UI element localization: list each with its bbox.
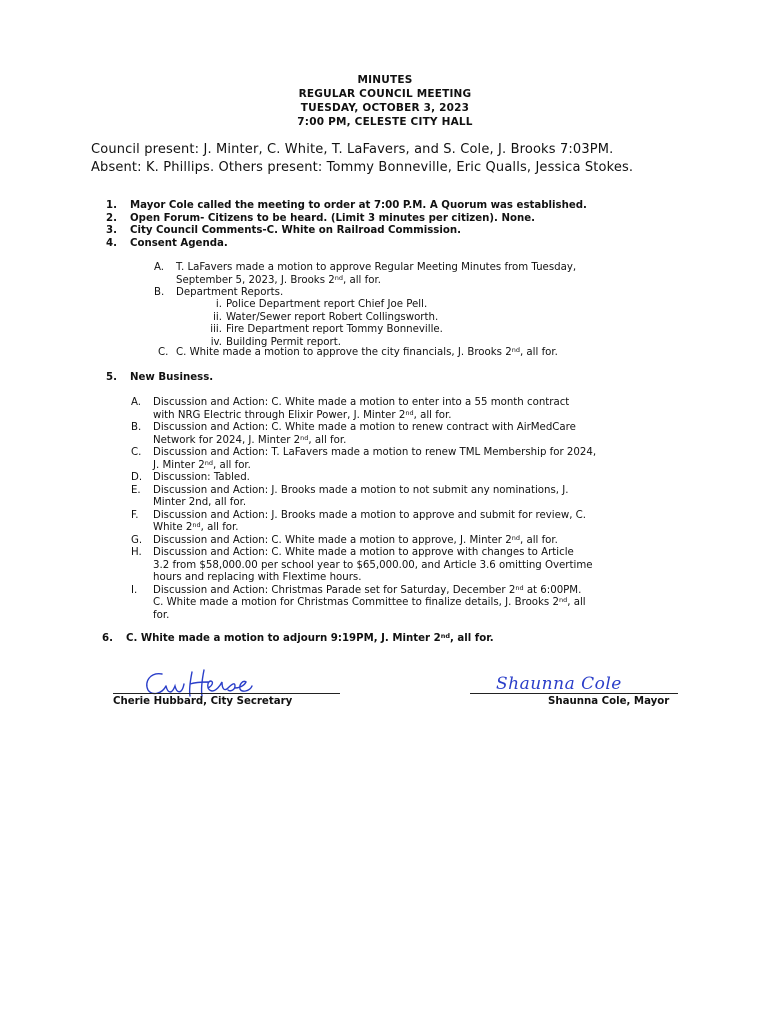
new-business-h: H. Discussion and Action: C. White made a motion to approve with changes to Article 3.2 from $58,000.00 per school year to $65,000.00, and Article 3.6 omitting Overtime hours and replacing with Flextime hours. [131, 547, 593, 583]
council-present: Council present: J. Minter, C. White, T. LaFavers, and S. Cole, J. Brooks 7:03PM. [91, 142, 614, 157]
department-reports-list [204, 299, 524, 349]
agenda-item-4: 4. Consent Agenda. [106, 237, 228, 249]
new-business-a: A. Discussion and Action: C. White made a motion to enter into a 55 month contract with NRG Electric through Elixir Power, J. Minter 2nd, all for. [131, 397, 570, 421]
consent-item-c-wrap [158, 347, 678, 360]
new-business-e: E. Discussion and Action: J. Brooks made a motion to not submit any nominations, J. Minter 2nd, all for. [131, 484, 569, 508]
mayor-signature-line [470, 693, 678, 694]
agenda-item-2: 2. Open Forum- Citizens to be heard. (Limit 3 minutes per citizen). None. [106, 212, 536, 224]
attendance-block [91, 141, 711, 177]
secretary-name: Cherie Hubbard, City Secretary [113, 696, 293, 707]
header-meeting-type: REGULAR COUNCIL MEETING [298, 88, 472, 100]
report-fire: iii. Fire Department report Tommy Bonneville. [210, 324, 443, 335]
report-police: i. Police Department report Chief Joe Pell. [215, 299, 428, 310]
agenda-item-6: 6. C. White made a motion to adjourn 9:19PM, J. Minter 2nd, all for. [102, 632, 494, 644]
agenda-item-5: 5. New Business. [106, 372, 214, 383]
report-building-permit: iv. Building Permit report. [210, 336, 341, 348]
agenda-item-1: 1. Mayor Cole called the meeting to order at 7:00 P.M. A Quorum was established. [106, 200, 587, 211]
agenda-items-1-4 [106, 200, 587, 250]
header-time-location: 7:00 PM, CELESTE CITY HALL [297, 116, 473, 128]
new-business-g: G. Discussion and Action: C. White made a motion to approve, J. Minter 2nd, all for. [131, 533, 558, 546]
header-title: MINUTES [357, 74, 413, 86]
absent-others-present: Absent: K. Phillips. Others present: Tommy Bonneville, Eric Qualls, Jessica Stokes. [91, 160, 634, 175]
new-business-list [131, 397, 691, 622]
agenda-item-6-wrap [102, 633, 494, 646]
minutes-header [0, 73, 770, 129]
new-business-c: C. Discussion and Action: T. LaFavers made a motion to renew TML Membership for 2024, J. Minter 2nd, all for. [131, 447, 597, 471]
consent-item-a: A. T. LaFavers made a motion to approve Regular Meeting Minutes from Tuesday, September 5, 2023, J. Brooks 2nd, all for. [154, 262, 577, 286]
new-business-f: F. Discussion and Action: J. Brooks made a motion to approve and submit for review, C. White 2nd, all for. [131, 509, 587, 533]
consent-agenda-list [154, 262, 674, 300]
report-water-sewer: ii. Water/Sewer report Robert Collingsworth. [213, 311, 439, 323]
secretary-signature-line [113, 693, 340, 694]
agenda-item-5-wrap [106, 372, 213, 385]
mayor-name: Shaunna Cole, Mayor [548, 696, 670, 707]
new-business-i: I. Discussion and Action: Christmas Parade set for Saturday, December 2nd at 6:00PM. C. White made a motion for Christmas Committee to finalize details, J. Brooks 2nd, all for. [131, 583, 586, 621]
mayor-signature: Shaunna Cole [496, 674, 622, 694]
consent-item-b: B. Department Reports. [154, 287, 284, 298]
new-business-d: D. Discussion: Tabled. [131, 472, 250, 483]
header-date: TUESDAY, OCTOBER 3, 2023 [300, 102, 470, 114]
consent-item-c: C. C. White made a motion to approve the city financials, J. Brooks 2nd, all for. [158, 346, 558, 358]
agenda-item-3: 3. City Council Comments-C. White on Railroad Commission. [106, 225, 461, 236]
new-business-b: B. Discussion and Action: C. White made a motion to renew contract with AirMedCare Network for 2024, J. Minter 2nd, all for. [131, 422, 576, 446]
